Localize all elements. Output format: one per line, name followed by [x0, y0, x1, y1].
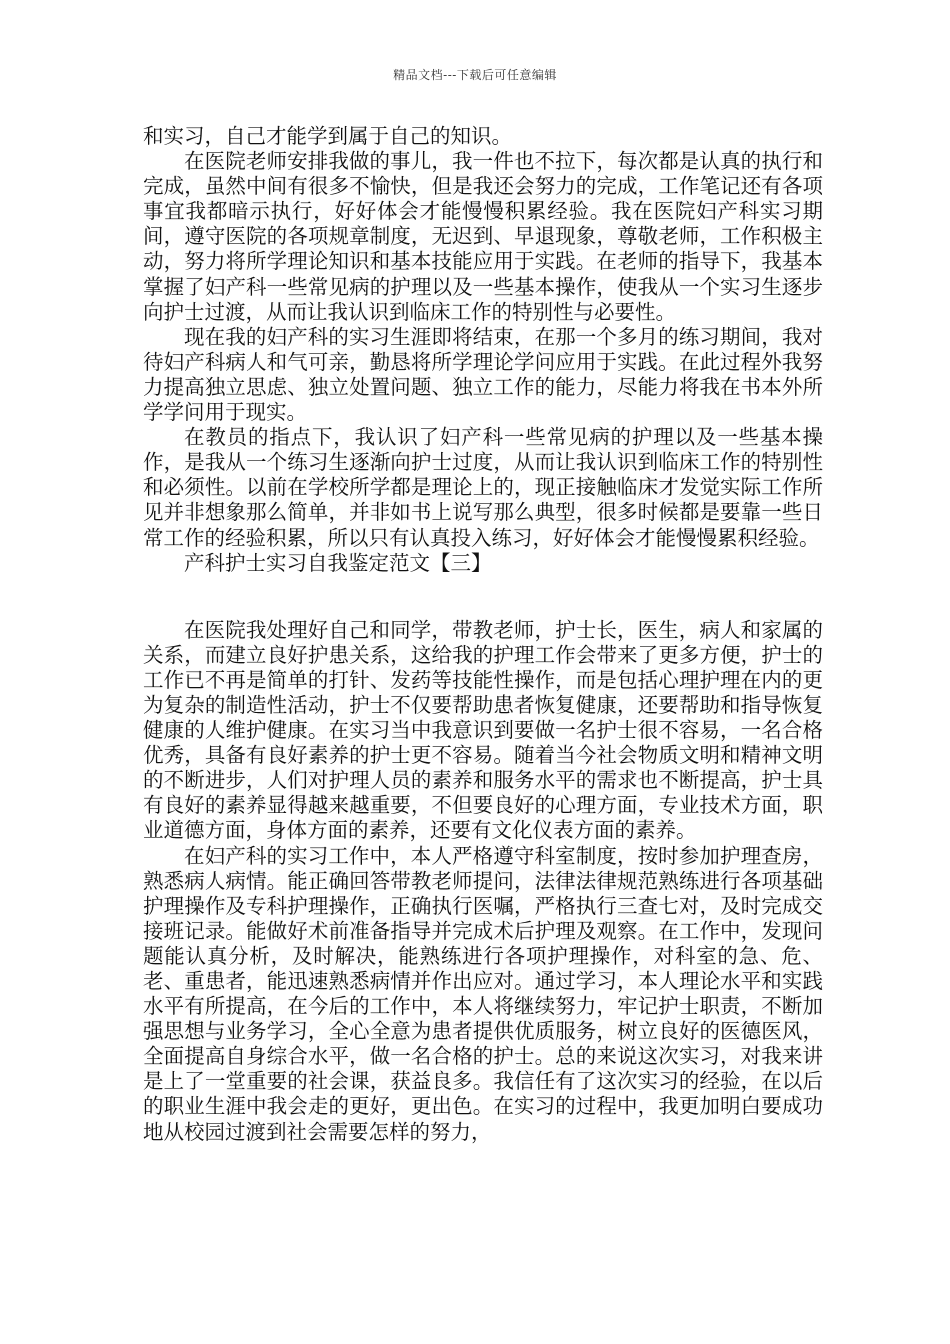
paragraph: 在医院我处理好自己和同学，带教老师，护士长，医生，病人和家属的关系，而建立良好护患关系，这给我的护理工作会带来了更多方便，护士的工作已不再是简单的打针、发药等技能性操作，而是包括心理护理在内的更为复杂的制造性活动，护士不仅要帮助患者恢复健康，还要帮助和指导恢复健康的人维护健康。在实习当中我意识到要做一名护士很不容易，一名合格优秀，具备有良好素养的护士更不容易。随着当今社会物质文明和精神文明的不断进步，人们对护理人员的素养和服务水平的需求也不断提高，护士具有良好的素养显得越来越重要，不但要良好的心理方面，专业技术方面，职业道德方面，身体方面的素养，还要有文化仪表方面的素养。: [143, 617, 823, 843]
document-body: [143, 124, 823, 1145]
section-heading: 产科护士实习自我鉴定范文【三】: [184, 550, 492, 575]
page-header: 精品文档---下载后可任意编辑: [393, 68, 557, 82]
paragraph: 在教员的指点下，我认识了妇产科一些常见病的护理以及一些基本操作，是我从一个练习生逐渐向护士过度，从而让我认识到临床工作的特别性和必须性。以前在学校所学都是理论上的，现正接触临床才发觉实际工作所见并非想象那么简单，并非如书上说写那么典型，很多时候都是要靠一些日常工作的经验积累，所以只有认真投入练习，好好体会才能慢慢累积经验。: [143, 425, 823, 550]
paragraph-continuation: 和实习，自己才能学到属于自己的知识。: [143, 124, 512, 148]
paragraph: 在医院老师安排我做的事儿，我一件也不拉下，每次都是认真的执行和完成，虽然中间有很多不愉快，但是我还会努力的完成，工作笔记还有各项事宜我都暗示执行，好好体会才能慢慢积累经验。我在医院妇产科实习期间，遵守医院的各项规章制度，无迟到、早退现象，尊敬老师，工作积极主动，努力将所学理论知识和基本技能应用于实践。在老师的指导下，我基本掌握了妇产科一些常见病的护理以及一些基本操作，使我从一个实习生逐步向护士过渡，从而让我认识到临床工作的特别性与必要性。: [143, 149, 823, 324]
paragraph: 现在我的妇产科的实习生涯即将结束，在那一个多月的练习期间，我对待妇产科病人和气可亲，勤恳将所学理论学问应用于实践。在此过程外我努力提高独立思虑、独立处置问题、独立工作的能力，尽能力将我在书本外所学学问用于现实。: [143, 324, 823, 425]
paragraph: 在妇产科的实习工作中，本人严格遵守科室制度，按时参加护理查房，熟悉病人病情。能正确回答带教老师提问，法律法律规范熟练进行各项基础护理操作及专科护理操作，正确执行医嘱，严格执行三查七对，及时完成交接班记录。能做好术前准备指导并完成术后护理及观察。在工作中，发现问题能认真分析，及时解决，能熟练进行各项护理操作，对科室的急、危、老、重患者，能迅速熟悉病情并作出应对。通过学习，本人理论水平和实践水平有所提高，在今后的工作中，本人将继续努力，牢记护士职责，不断加强思想与业务学习，全心全意为患者提供优质服务，树立良好的医德医风，全面提高自身综合水平，做一名合格的护士。总的来说这次实习，对我来讲是上了一堂重要的社会课，获益良多。我信任有了这次实习的经验，在以后的职业生涯中我会走的更好，更出色。在实习的过程中，我更加明白要成功地从校园过渡到社会需要怎样的努力，: [143, 843, 823, 1144]
blank-line: [143, 576, 823, 618]
